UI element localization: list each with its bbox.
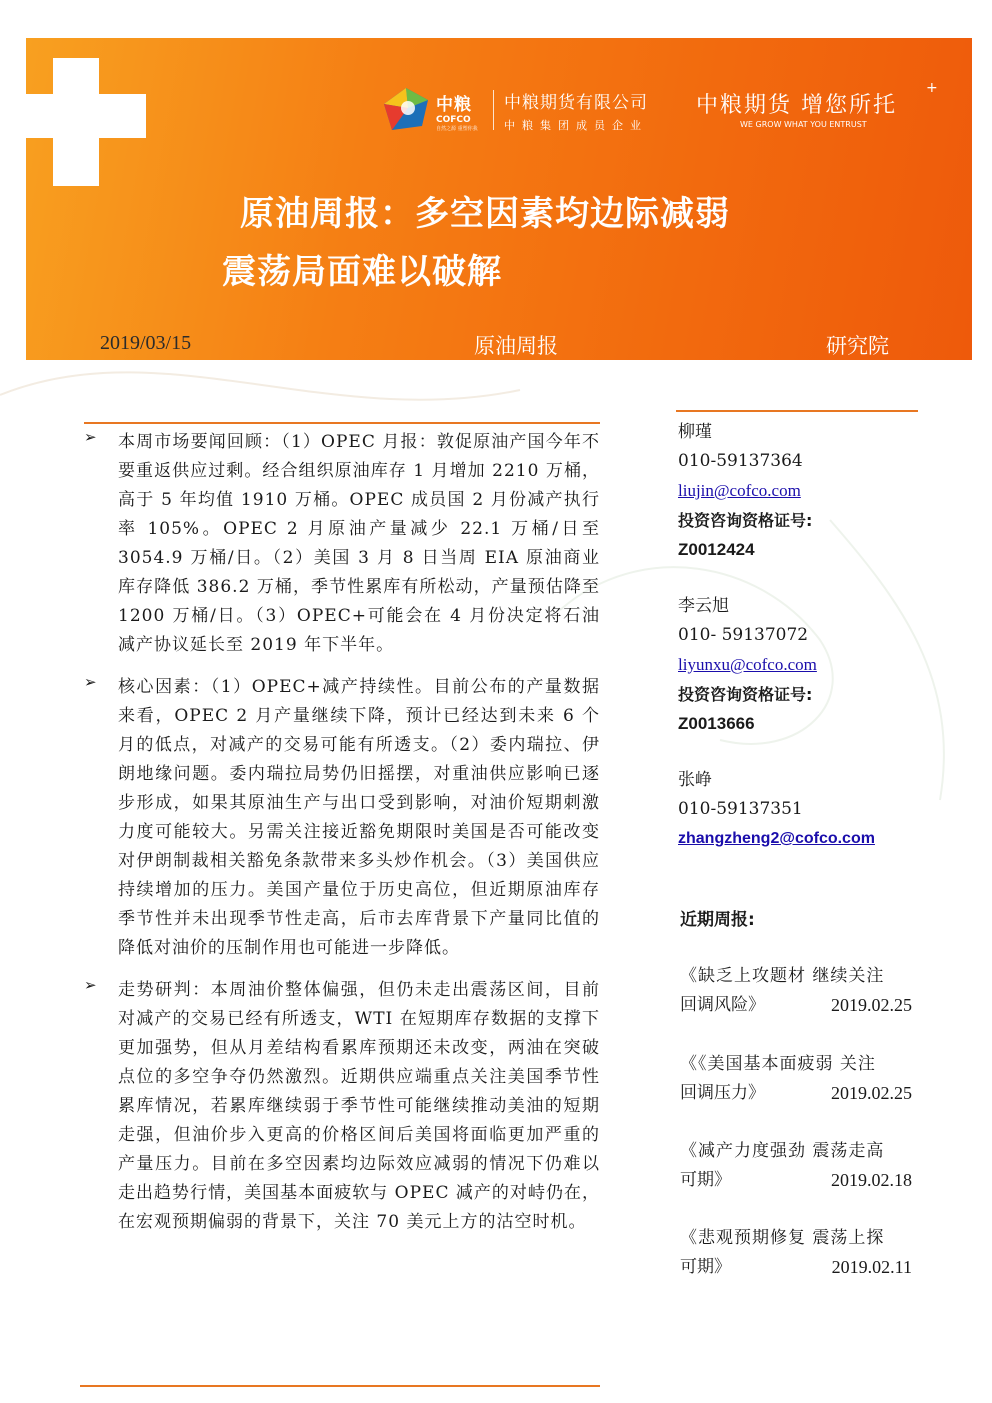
recent-reports-heading: 近期周报: [680,910,755,930]
report-date: 2019.02.25 [831,1083,912,1103]
company-name: 中粮期货有限公司 [504,93,648,113]
arrow-bullet-icon: ➢ [84,976,97,994]
report-title: 《《美国基本面疲弱 关注 [680,1054,876,1074]
summary-top-rule [84,422,600,424]
summary-text: 走势研判：本周油价整体偏强，但仍未走出震荡区间，目前对减产的交易已经有所透支，WTI 在短期库存数据的支撑下更加强势，但从月差结构看累库预期还未改变，两油在突破点位的多空争夺仍然激烈。近期供应端重点关注美国季节性累库情况，若累库继续弱于季节性可能继续推动美油的短期走强，但油价步入更高的价格区间后美国将面临更加严重的产量压力。目前在多空因素均边际效应减弱的情况下仍难以走出趋势行情，美国基本面疲软与 OPEC 减产的对峙仍在，在宏观预期偏弱的背景下，关注 70 美元上方的沽空时机。 [118,980,600,1232]
analyst-phone: 010-59137364 [678,451,803,471]
company-block [504,88,648,133]
recent-report-item[interactable] [680,1137,912,1195]
analyst-cert-number: Z0012424 [678,540,755,559]
slogan-cn: 中粮期货 增您所托 [696,93,897,118]
report-title-cont: 可期》 [680,1170,731,1190]
slogan-plus-icon: + [926,80,938,96]
recent-report-item[interactable] [680,1050,912,1108]
summary-bullet [84,428,600,660]
report-title-cont: 可期》 [680,1257,731,1277]
slogan-en: WE GROW WHAT YOU ENTRUST [740,120,867,129]
logo-divider [493,90,494,130]
report-date: 2019.02.18 [831,1170,912,1190]
logo-en: COFCO [436,115,471,125]
report-title-line1: 原油周报：多空因素均边际减弱 [240,194,730,234]
report-title-cont: 回调压力》 [680,1083,765,1103]
analyst-card [678,592,928,738]
summary-text: 核心因素：（1）OPEC+减产持续性。目前公布的产量数据来看，OPEC 2 月产量继续下降，预计已经达到未来 6 个月的低点，对减产的交易可能有所透支。（2）委内瑞拉、伊朗地缘问题。委内瑞拉局势仍旧摇摆，对重油供应影响已逐步形成，如果其原油生产与出口受到影响，对油价短期刺激力度可能较大。另需关注接近豁免期限时美国是否可能改变对伊朗制裁相关豁免条款带来多头炒作机会。（3）美国供应持续增加的压力。美国产量位于历史高位，但近期原油库存季节性并未出现季节性走高，后市去库背景下产量同比值的降低对油价的压制作用也可能进一步降低。 [118,677,600,958]
arrow-bullet-icon: ➢ [84,673,97,691]
report-title-line2: 震荡局面难以破解 [222,252,502,292]
analyst-name: 张峥 [678,770,712,790]
analyst-card [678,766,928,853]
analyst-card [678,418,928,564]
sidebar-top-rule [676,410,918,412]
summary-section [84,428,600,1250]
logo-sub: 自然之源 重塑你我 [436,126,478,132]
summary-bottom-rule [80,1385,600,1387]
company-member: 中粮集团成员企业 [504,119,648,132]
analyst-name: 李云旭 [678,596,729,616]
report-date: 2019.02.25 [831,995,912,1015]
analyst-cert-number: Z0013666 [678,714,755,733]
report-title-cont: 回调风险》 [680,995,765,1015]
report-category: 原油周报 [474,334,558,358]
header-banner [26,38,972,360]
recent-report-item[interactable] [680,962,912,1020]
report-institute: 研究院 [826,334,889,358]
cofco-logo-icon [382,86,430,132]
analyst-email-link[interactable]: liyunxu@cofco.com [678,655,817,674]
cofco-logo-text [436,90,478,132]
summary-bullet [84,673,600,963]
summary-bullet [84,976,600,1237]
slogan-block [696,88,897,129]
analyst-email-link[interactable]: liujin@cofco.com [678,481,801,500]
analyst-name: 柳瑾 [678,422,712,442]
summary-text: 本周市场要闻回顾：（1）OPEC 月报：敦促原油产国今年不要重返供应过剩。经合组织原油库存 1 月增加 2210 万桶，高于 5 年均值 1910 万桶。OPEC 成员国 2 月份减产执行率 105%。OPEC 2 月原油产量减少 22.1 万桶/日至 3054.9 万桶/日。（2）美国 3 月 8 日当周 EIA 原油商业库存降低 386.2 万桶，季节性累库有所松动，产量预估降至 1200 万桶/日。（3）OPEC+可能会在 4 月份决定将石油减产协议延长至 2019 年下半年。 [118,432,600,655]
analyst-email-link[interactable]: zhangzheng2@cofco.com [678,830,875,847]
analyst-cert-label: 投资咨询资格证号: [678,511,813,530]
analyst-phone: 010- 59137072 [678,625,809,645]
analyst-cert-label: 投资咨询资格证号: [678,685,813,704]
report-title: 《悲观预期修复 震荡上探 [680,1228,885,1248]
analyst-phone: 010-59137351 [678,799,803,819]
arrow-bullet-icon: ➢ [84,428,97,446]
report-title: 《缺乏上攻题材 继续关注 [680,966,885,986]
plus-decoration-bar [26,94,146,138]
report-date: 2019/03/15 [100,332,192,354]
report-date: 2019.02.11 [831,1257,912,1277]
report-title: 《减产力度强劲 震荡走高 [680,1141,885,1161]
recent-report-item[interactable] [680,1224,912,1282]
logo-cn: 中粮 [436,95,472,115]
